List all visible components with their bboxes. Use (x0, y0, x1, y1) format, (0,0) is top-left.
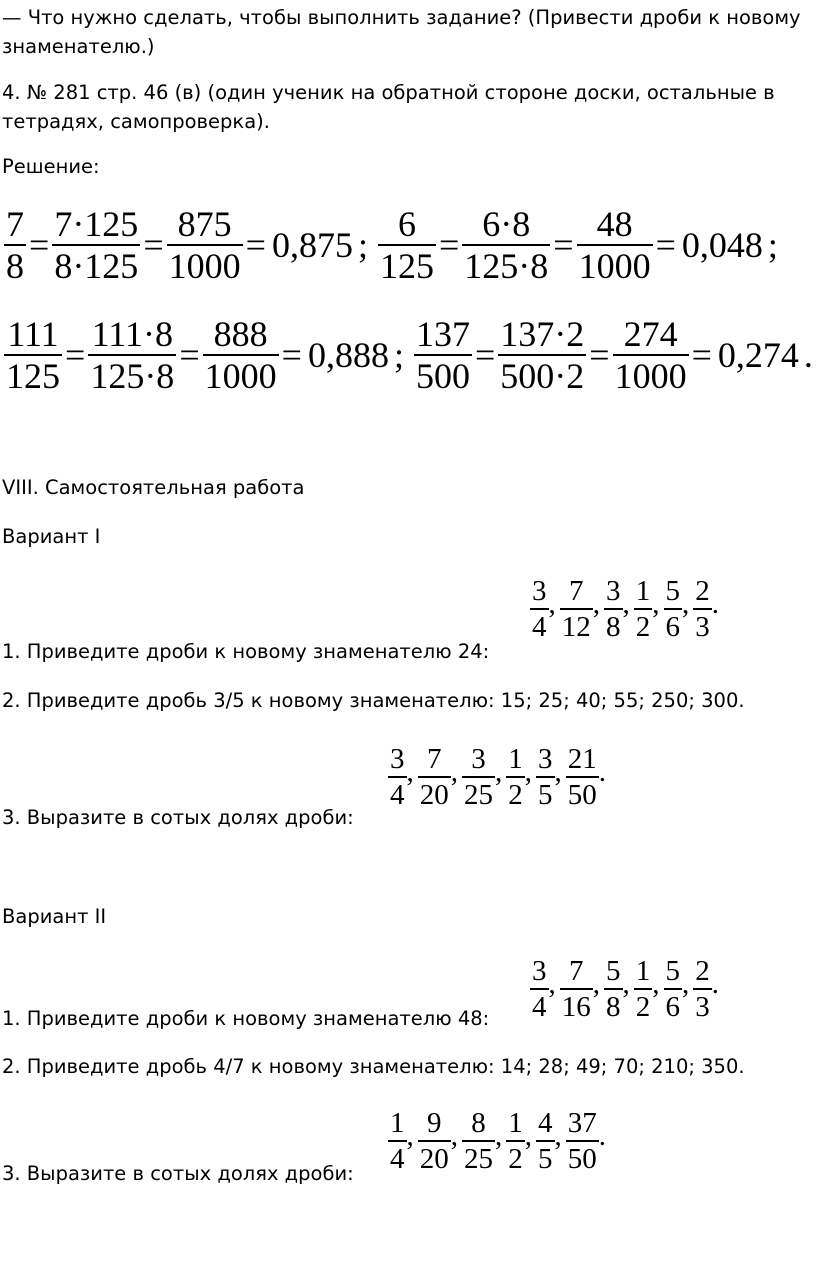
equals-sign: = (655, 225, 676, 265)
fraction-denominator: 8 (606, 611, 621, 644)
fraction-numerator: 7 (6, 204, 24, 244)
equals-sign: = (65, 335, 86, 375)
task-fraction (530, 956, 549, 1023)
fraction-numerator: 274 (623, 314, 678, 354)
fraction-denominator: 5 (538, 1143, 553, 1176)
task-fraction (566, 1108, 599, 1175)
fraction-numerator: 21 (567, 743, 597, 775)
fraction-numerator: 7·125 (54, 204, 139, 244)
fraction-separator: , (524, 755, 532, 788)
fraction-numerator: 3 (538, 743, 553, 775)
equals-sign: = (691, 335, 712, 375)
fraction-numerator: 8 (471, 1107, 486, 1139)
fraction-separator: , (622, 587, 630, 620)
fraction-bar (560, 988, 593, 990)
solution-row-2 (4, 316, 816, 394)
fraction-bar (634, 988, 653, 990)
fraction-numerator: 2 (695, 955, 710, 987)
solution-fraction (462, 206, 550, 284)
variant-1-title: Вариант I (2, 525, 101, 548)
fraction-separator: . (711, 967, 719, 1000)
fraction-numerator: 6·8 (482, 204, 531, 244)
fraction-separator: , (652, 587, 660, 620)
fraction-denominator: 125 (6, 356, 60, 396)
decimal-result: 0,875 (271, 225, 353, 265)
fraction-separator: . (598, 1119, 606, 1152)
fraction-separator: , (592, 967, 600, 1000)
fraction-numerator: 875 (177, 204, 232, 244)
decimal-result: 0,274 (717, 335, 799, 375)
fraction-separator: , (406, 1119, 414, 1152)
fraction-numerator: 37 (567, 1107, 597, 1139)
variant-1-task-3-fractions (388, 744, 610, 811)
task-fraction (462, 744, 495, 811)
fraction-numerator: 48 (596, 204, 633, 244)
fraction-denominator: 2 (635, 611, 651, 644)
fraction-numerator: 3 (390, 743, 405, 775)
fraction-numerator: 1 (508, 743, 523, 775)
task-fraction (693, 956, 712, 1023)
fraction-separator: . (598, 755, 606, 788)
fraction-denominator: 125·8 (90, 356, 175, 396)
fraction-denominator: 12 (561, 611, 591, 644)
fraction-separator: , (592, 587, 600, 620)
fraction-bar (536, 1140, 555, 1142)
variant-1-task-3: 3. Выразите в сотых долях дроби: (2, 806, 354, 829)
variant-2-title: Вариант II (2, 905, 107, 928)
equation-terminator: . (803, 335, 813, 375)
task-fraction (418, 744, 451, 811)
task-fraction (560, 956, 593, 1023)
fraction-bar (566, 776, 599, 778)
fraction-denominator: 6 (665, 611, 680, 644)
fraction-numerator: 5 (606, 955, 621, 987)
fraction-denominator: 1000 (578, 246, 651, 286)
variant-2-task-2: 2. Приведите дробь 4/7 к новому знаменателю: 14; 28; 49; 70; 210; 350. (2, 1055, 745, 1078)
solution-fraction (577, 206, 653, 284)
fraction-bar (693, 988, 712, 990)
equation-terminator: ; (393, 335, 404, 375)
fraction-numerator: 1 (635, 575, 651, 607)
fraction-bar (536, 776, 555, 778)
fraction-separator: , (450, 755, 458, 788)
fraction-denominator: 25 (464, 779, 493, 812)
task-fraction (634, 576, 653, 643)
solution-fraction (613, 316, 689, 394)
fraction-denominator: 1000 (614, 356, 687, 396)
equals-sign: = (589, 335, 610, 375)
fraction-denominator: 6 (665, 991, 680, 1024)
fraction-numerator: 3 (532, 955, 547, 987)
fraction-denominator: 500 (415, 356, 470, 396)
fraction-denominator: 1000 (168, 246, 241, 286)
task-fraction (566, 744, 599, 811)
fraction-denominator: 50 (567, 779, 597, 812)
fraction-numerator: 3 (532, 575, 547, 607)
task-fraction (506, 1108, 525, 1175)
task-fraction (536, 744, 555, 811)
fraction-separator: , (450, 1119, 458, 1152)
solution-fraction (498, 316, 586, 394)
equals-sign: = (553, 225, 574, 265)
fraction-numerator: 1 (390, 1107, 405, 1139)
fraction-denominator: 50 (567, 1143, 597, 1176)
equals-sign: = (179, 335, 200, 375)
fraction-numerator: 1 (508, 1107, 523, 1139)
fraction-separator: , (682, 967, 690, 1000)
fraction-bar (388, 1140, 407, 1142)
fraction-numerator: 4 (538, 1107, 553, 1139)
solution-fraction (167, 206, 243, 284)
variant-1-task-1: 1. Приведите дроби к новому знаменателю 24: (2, 640, 490, 663)
fraction-numerator: 3 (471, 743, 486, 775)
equals-sign: = (438, 225, 460, 265)
solution-fraction (414, 316, 472, 394)
fraction-numerator: 7 (569, 575, 584, 607)
fraction-denominator: 3 (695, 991, 710, 1024)
solution-fraction (52, 206, 140, 284)
task-fraction (664, 956, 683, 1023)
equals-sign: = (281, 335, 302, 375)
task-fraction (388, 744, 407, 811)
decimal-result: 0,048 (681, 225, 763, 265)
fraction-bar (530, 608, 549, 610)
fraction-denominator: 4 (390, 779, 405, 812)
fraction-bar (560, 608, 593, 610)
variant-2-task-1: 1. Приведите дроби к новому знаменателю 48: (2, 1007, 490, 1030)
fraction-denominator: 3 (695, 611, 710, 644)
fraction-denominator: 4 (390, 1143, 405, 1176)
fraction-denominator: 500·2 (500, 356, 585, 396)
fraction-separator: , (554, 1119, 562, 1152)
fraction-numerator: 111·8 (91, 314, 173, 354)
task-fraction (634, 956, 653, 1023)
fraction-bar (566, 1140, 599, 1142)
fraction-bar (604, 988, 623, 990)
fraction-denominator: 125·8 (464, 246, 549, 286)
task-fraction (536, 1108, 555, 1175)
equation-terminator: ; (767, 225, 778, 265)
solution-row-1 (4, 206, 788, 284)
solution-fraction (88, 316, 176, 394)
fraction-numerator: 888 (213, 314, 268, 354)
task-fraction (693, 576, 712, 643)
fraction-bar (388, 776, 407, 778)
fraction-denominator: 4 (532, 991, 547, 1024)
fraction-separator: , (495, 755, 503, 788)
solution-fraction (4, 316, 62, 394)
fraction-numerator: 1 (635, 955, 651, 987)
variant-2-task-1-fractions (530, 956, 723, 1023)
fraction-bar (506, 1140, 525, 1142)
fraction-separator: , (548, 967, 556, 1000)
task-fraction (530, 576, 549, 643)
task-4-description: 4. № 281 стр. 46 (в) (один ученик на обратной стороне доски, остальные в тетрадях, самопроверка). (2, 81, 775, 133)
fraction-numerator: 2 (695, 575, 710, 607)
variant-1-task-1-fractions (530, 576, 723, 643)
fraction-numerator: 6 (397, 204, 416, 244)
fraction-denominator: 2 (508, 779, 523, 812)
fraction-bar (604, 608, 623, 610)
variant-1-task-2: 2. Приведите дробь 3/5 к новому знаменателю: 15; 25; 40; 55; 250; 300. (2, 689, 745, 712)
fraction-denominator: 5 (538, 779, 553, 812)
task-fraction (418, 1108, 451, 1175)
solution-fraction (203, 316, 279, 394)
task-fraction (560, 576, 593, 643)
fraction-bar (462, 776, 495, 778)
fraction-bar (693, 608, 712, 610)
fraction-denominator: 16 (561, 991, 591, 1024)
fraction-bar (664, 988, 683, 990)
fraction-denominator: 25 (464, 1143, 493, 1176)
fraction-denominator: 8 (6, 246, 24, 286)
fraction-numerator: 3 (606, 575, 621, 607)
intro-question: — Что нужно сделать, чтобы выполнить задание? (Привести дроби к новому знаменателю.) (2, 6, 801, 58)
decimal-result: 0,888 (307, 335, 389, 375)
fraction-separator: , (524, 1119, 532, 1152)
section-title: VIII. Самостоятельная работа (2, 476, 305, 499)
fraction-denominator: 8 (606, 991, 621, 1024)
equals-sign: = (245, 225, 266, 265)
fraction-separator: . (711, 587, 719, 620)
task-fraction (388, 1108, 407, 1175)
fraction-numerator: 111 (7, 314, 59, 354)
task-fraction (506, 744, 525, 811)
fraction-numerator: 5 (665, 955, 680, 987)
fraction-separator: , (682, 587, 690, 620)
fraction-bar (530, 988, 549, 990)
fraction-bar (664, 608, 683, 610)
task-fraction (604, 956, 623, 1023)
fraction-numerator: 137·2 (500, 314, 585, 354)
fraction-numerator: 9 (427, 1107, 442, 1139)
fraction-numerator: 7 (427, 743, 442, 775)
fraction-bar (418, 1140, 451, 1142)
fraction-numerator: 5 (665, 575, 680, 607)
task-fraction (664, 576, 683, 643)
fraction-separator: , (406, 755, 414, 788)
fraction-numerator: 137 (415, 314, 470, 354)
solution-fraction (378, 206, 436, 284)
solution-label: Решение: (2, 155, 100, 178)
equation-terminator: ; (357, 225, 368, 265)
task-fraction (604, 576, 623, 643)
fraction-separator: , (495, 1119, 503, 1152)
fraction-separator: , (554, 755, 562, 788)
variant-2-task-3-fractions (388, 1108, 610, 1175)
fraction-separator: , (652, 967, 660, 1000)
fraction-numerator: 7 (569, 955, 584, 987)
variant-2-task-3: 3. Выразите в сотых долях дроби: (2, 1162, 354, 1185)
fraction-denominator: 2 (635, 991, 651, 1024)
fraction-bar (418, 776, 451, 778)
fraction-denominator: 4 (532, 611, 547, 644)
fraction-denominator: 125 (379, 246, 434, 286)
fraction-denominator: 2 (508, 1143, 523, 1176)
fraction-denominator: 20 (419, 1143, 449, 1176)
fraction-denominator: 20 (419, 779, 449, 812)
fraction-denominator: 8·125 (54, 246, 139, 286)
fraction-separator: , (548, 587, 556, 620)
fraction-denominator: 1000 (204, 356, 277, 396)
equals-sign: = (474, 335, 496, 375)
fraction-bar (462, 1140, 495, 1142)
equals-sign: = (29, 225, 50, 265)
fraction-bar (634, 608, 653, 610)
fraction-separator: , (622, 967, 630, 1000)
equals-sign: = (143, 225, 164, 265)
fraction-bar (506, 776, 525, 778)
task-fraction (462, 1108, 495, 1175)
solution-fraction (4, 206, 26, 284)
